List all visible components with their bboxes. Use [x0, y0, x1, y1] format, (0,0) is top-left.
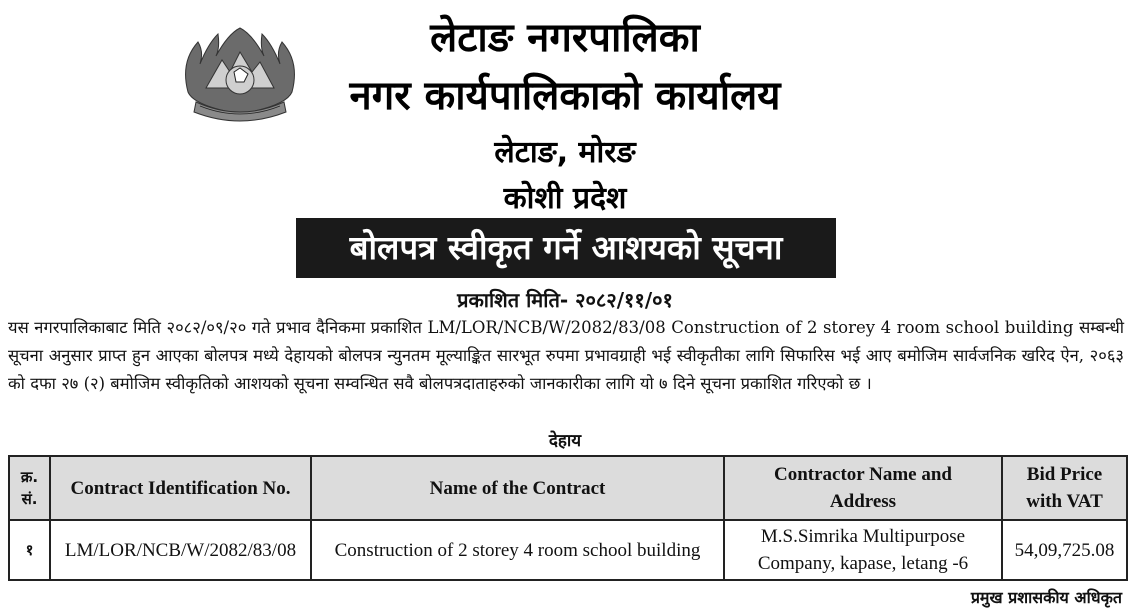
header-sn-line1: क्र. — [20, 468, 39, 486]
cell-serial-number: १ — [9, 520, 50, 580]
header-contract-id: Contract Identification No. — [50, 456, 311, 520]
municipality-name: लेटाङ नगरपालिका — [430, 15, 700, 61]
header-serial-number — [9, 456, 50, 520]
office-name: नगर कार्यपालिकाको कार्यालय — [349, 73, 781, 119]
table-header-row — [9, 456, 1127, 520]
header-contractor-line2: Address — [829, 491, 897, 512]
cell-contractor — [724, 520, 1002, 580]
header-bid-line1: Bid Price — [1026, 464, 1103, 485]
header-contract-name: Name of the Contract — [311, 456, 724, 520]
signatory-title: प्रमुख प्रशासकीय अधिकृत — [970, 588, 1122, 607]
header-bid-line2: with VAT — [1026, 491, 1103, 512]
notice-body: यस नगरपालिकाबाट मिति २०८२/०९/२० गते प्रभाव दैनिकमा प्रकाशित LM/LOR/NCB/W/2082/83/08 Construction of 2 storey 4 room school building सम्बन्धी सूचना अनुसार प्राप्त हुन आएका बोलपत्र मध्ये देहायको बोलपत्र न्युनतम मूल्याङ्कित सारभूत रुपमा प्रभावग्राही भई स्वीकृतीका लागि सिफारिस भई आए बमोजिम सार्वजनिक खरिद ऐन, २०६३ को दफा २७ (२) बमोजिम स्वीकृतिको आशयको सूचना सम्वन्धित सवै बोलपत्रदाताहरुको जानकारीका लागि यो ७ दिने सूचना प्रकाशित गरिएको छ । — [8, 318, 1124, 393]
cell-contract-name: Construction of 2 storey 4 room school building — [311, 520, 724, 580]
office-location: लेटाङ, मोरङ — [494, 135, 636, 170]
cell-bid-price: 54,09,725.08 — [1002, 520, 1127, 580]
header-sn-line2: सं. — [21, 490, 38, 508]
cell-contractor-line1: M.S.Simrika Multipurpose — [760, 526, 966, 547]
bid-table — [8, 455, 1128, 581]
header-bid-price — [1002, 456, 1127, 520]
header-contractor — [724, 456, 1002, 520]
notice-title-banner: बोलपत्र स्वीकृत गर्ने आशयको सूचना — [296, 218, 836, 278]
table-row — [9, 520, 1127, 580]
province-name: कोशी प्रदेश — [503, 181, 627, 216]
header-contractor-line1: Contractor Name and — [773, 464, 952, 485]
cell-contractor-line2: Company, kapase, letang -6 — [757, 553, 969, 574]
published-date: प्रकाशित मिति- २०८२/११/०१ — [457, 288, 673, 312]
table-caption: देहाय — [548, 431, 582, 451]
cell-contract-id: LM/LOR/NCB/W/2082/83/08 — [50, 520, 311, 580]
